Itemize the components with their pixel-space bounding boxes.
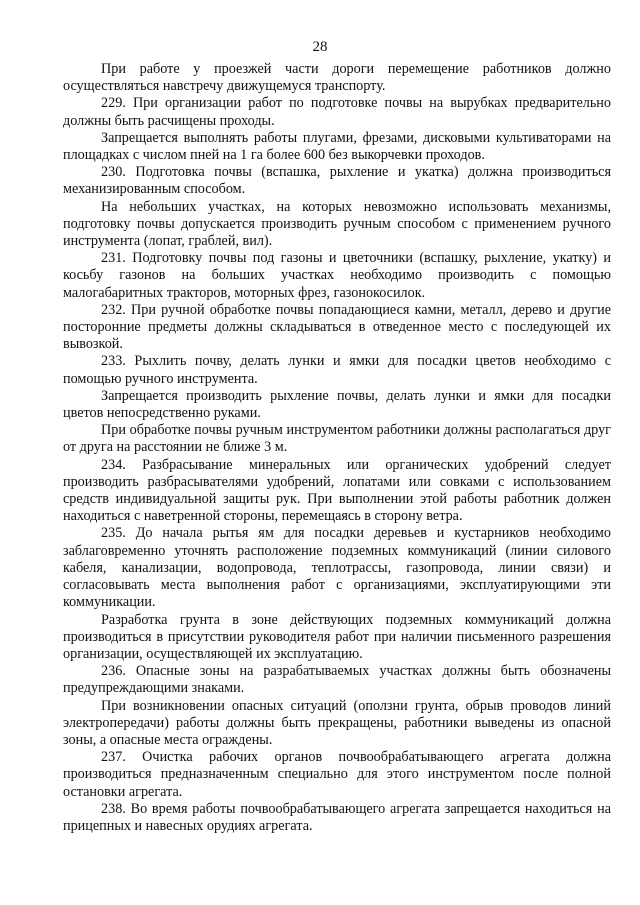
paragraph-229: 229. При организации работ по подготовке почвы на вырубках предварительно должны быть расчищены проходы. — [63, 95, 611, 129]
paragraph-235: 235. До начала рытья ям для посадки деревьев и кустарников необходимо заблаговременно уточнять расположение подземных коммуникаций (линии силового кабеля, канализации, водопровода, теплотрассы, газопровода, линии связи) и согласовывать места выполнения работ с организациями, эксплуатирующими эти коммуникации. — [63, 525, 611, 611]
paragraph-229-prohibition: Запрещается выполнять работы плугами, фрезами, дисковыми культиваторами на площадках с числом пней на 1 га более 600 без выкорчевки проходов. — [63, 129, 611, 164]
paragraph-233-distance: При обработке почвы ручным инструментом работники должны располагаться друг от друга на расстоянии не ближе 3 м. — [63, 422, 611, 456]
document-body — [63, 61, 611, 835]
paragraph-intro-traffic: При работе у проезжей части дороги перемещение работников должно осуществляться навстречу движущемуся транспорту. — [63, 61, 611, 95]
paragraph-230-manual: На небольших участках, на которых невозможно использовать механизмы, подготовку почвы допускается производить ручным способом с применением ручного инструмента (лопат, граблей, вил). — [63, 198, 611, 250]
paragraph-236-hazards: При возникновении опасных ситуаций (оползни грунта, обрыв проводов линий электропередачи) работы должны быть прекращены, работники выведены из опасной зоны, а опасные места ограждены. — [63, 697, 611, 748]
paragraph-230: 230. Подготовка почвы (вспашка, рыхление и укатка) должна производиться механизированным способом. — [63, 164, 611, 198]
paragraph-238: 238. Во время работы почвообрабатывающего агрегата запрещается находиться на прицепных и навесных орудиях агрегата. — [63, 800, 611, 834]
paragraph-235-excavation: Разработка грунта в зоне действующих подземных коммуникаций должна производиться в присутствии руководителя работ при наличии письменного разрешения организации, осуществляющей их эксплуатацию. — [63, 611, 611, 662]
paragraph-233: 233. Рыхлить почву, делать лунки и ямки для посадки цветов необходимо с помощью ручного инструмента. — [63, 353, 611, 387]
paragraph-234: 234. Разбрасывание минеральных или органических удобрений следует производить разбрасывателями удобрений, лопатами или совками с использованием средств индивидуальной защиты рук. При выполнении этой работы работник должен находиться с наветренной стороны, перемещаясь в сторону ветра. — [63, 456, 611, 525]
paragraph-232: 232. При ручной обработке почвы попадающиеся камни, металл, дерево и другие посторонние предметы должны складываться в отведенное место с последующей их вывозкой. — [63, 301, 611, 353]
paragraph-233-prohibition: Запрещается производить рыхление почвы, делать лунки и ямки для посадки цветов непосредственно руками. — [63, 387, 611, 422]
paragraph-231: 231. Подготовку почвы под газоны и цветочники (вспашку, рыхление, укатку) и косьбу газонов на больших участках необходимо производить с помощью малогабаритных тракторов, моторных фрез, газонокосилок. — [63, 250, 611, 301]
paragraph-237: 237. Очистка рабочих органов почвообрабатывающего агрегата должна производиться предназначенным специально для этого инструментом после полной остановки агрегата. — [63, 749, 611, 800]
paragraph-236: 236. Опасные зоны на разрабатываемых участках должны быть обозначены предупреждающими знаками. — [63, 663, 611, 697]
page-number: 28 — [312, 39, 328, 55]
